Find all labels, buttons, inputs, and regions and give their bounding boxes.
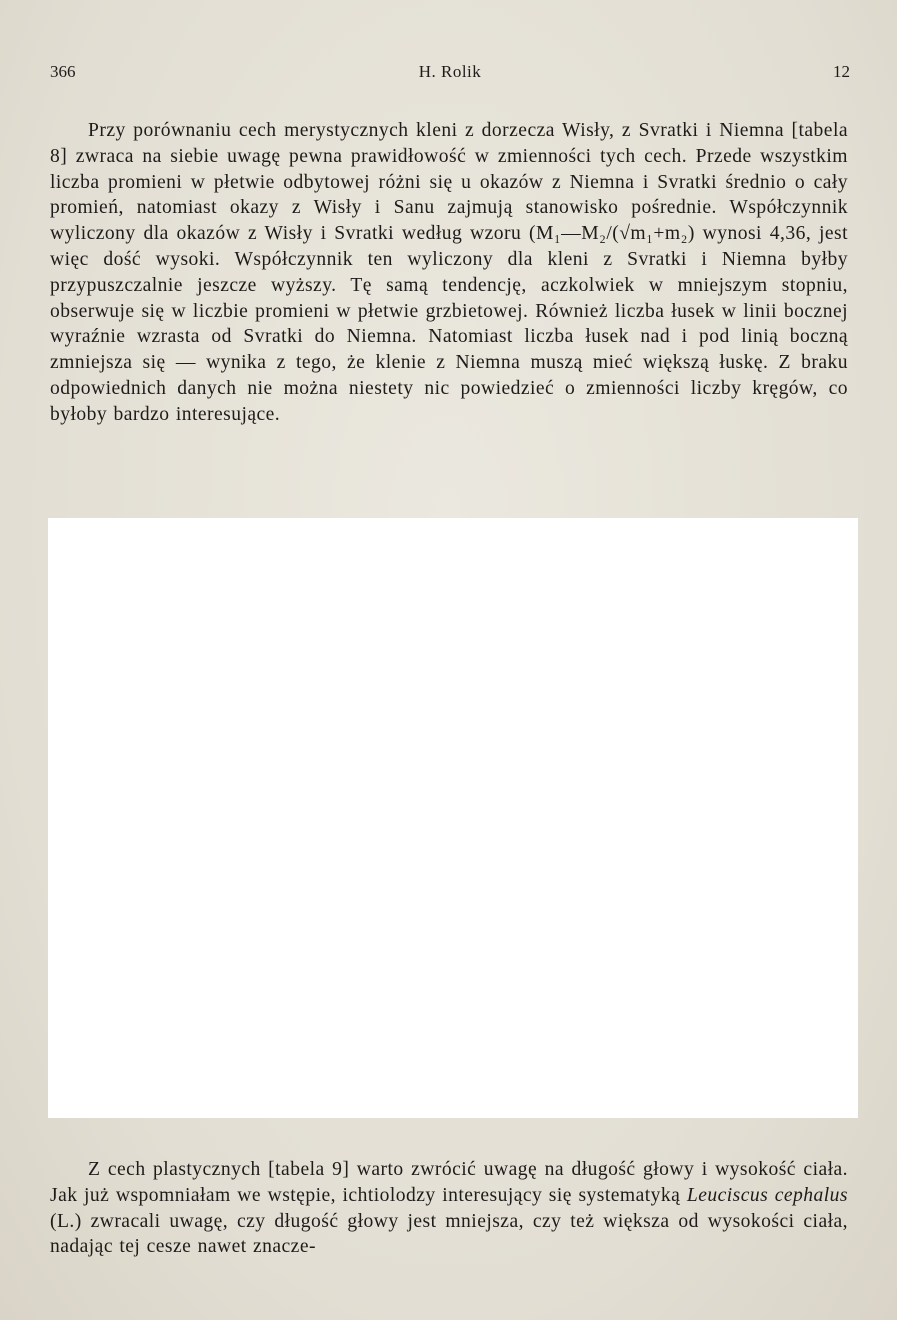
- blank-table-area: [48, 518, 858, 1118]
- paragraph-text-end: (L.) zwracali uwagę, czy długość głowy jest mniejsza, czy też większa od wysokości ciała, nadając tej cesze nawet znacze-: [50, 1210, 848, 1258]
- species-name: Leuciscus cephalus: [686, 1184, 848, 1206]
- section-number: 12: [833, 62, 850, 81]
- paragraph-meristic-features: Przy porównaniu cech merystycznych kleni z dorzecza Wisły, z Svratki i Niemna [tabela 8] zwraca na siebie uwagę pewna prawidłowość w zmienności tych cech. Przede wszystkim liczba promieni w płetwie odbytowej różni się u okazów z Niemna i Svratki średnio o cały promień, natomiast okazy z Wisły i Sanu zajmują stanowisko pośrednie. Współczynnik wyliczony dla okazów z Wisły i Svratki według wzoru (M₁—M₂/(√m₁+m₂) wynosi 4,36, jest więc dość wysoki. Współczynnik ten wyliczony dla kleni z Svratki i Niemna byłby przypuszczalnie jeszcze wyższy. Tę samą tendencję, aczkolwiek w mniejszym stopniu, obserwuje się w liczbie promieni w płetwie grzbietowej. Również liczba łusek w linii bocznej wyraźnie wzrasta od Svratki do Niemna. Natomiast liczba łusek nad i pod linią boczną zmniejsza się — wynika z tego, że klenie z Niemna muszą mieć większą łuskę. Z braku odpowiednich danych nie można niestety nic powiedzieć o zmienności liczby kręgów, co byłoby bardzo interesujące.: [50, 120, 848, 425]
- paragraph-text-start: Z cech plastycznych [tabela 9] warto zwrócić uwagę na długość głowy i wysokość ciała. Jak już wspomniałam we wstępie, ichtiolodzy interesujący się systematyką: [50, 1159, 848, 1206]
- page-number: 366: [50, 62, 76, 81]
- paragraph-plastic-features: [50, 1157, 848, 1260]
- running-head-author: H. Rolik: [418, 62, 482, 81]
- running-header: [50, 62, 850, 88]
